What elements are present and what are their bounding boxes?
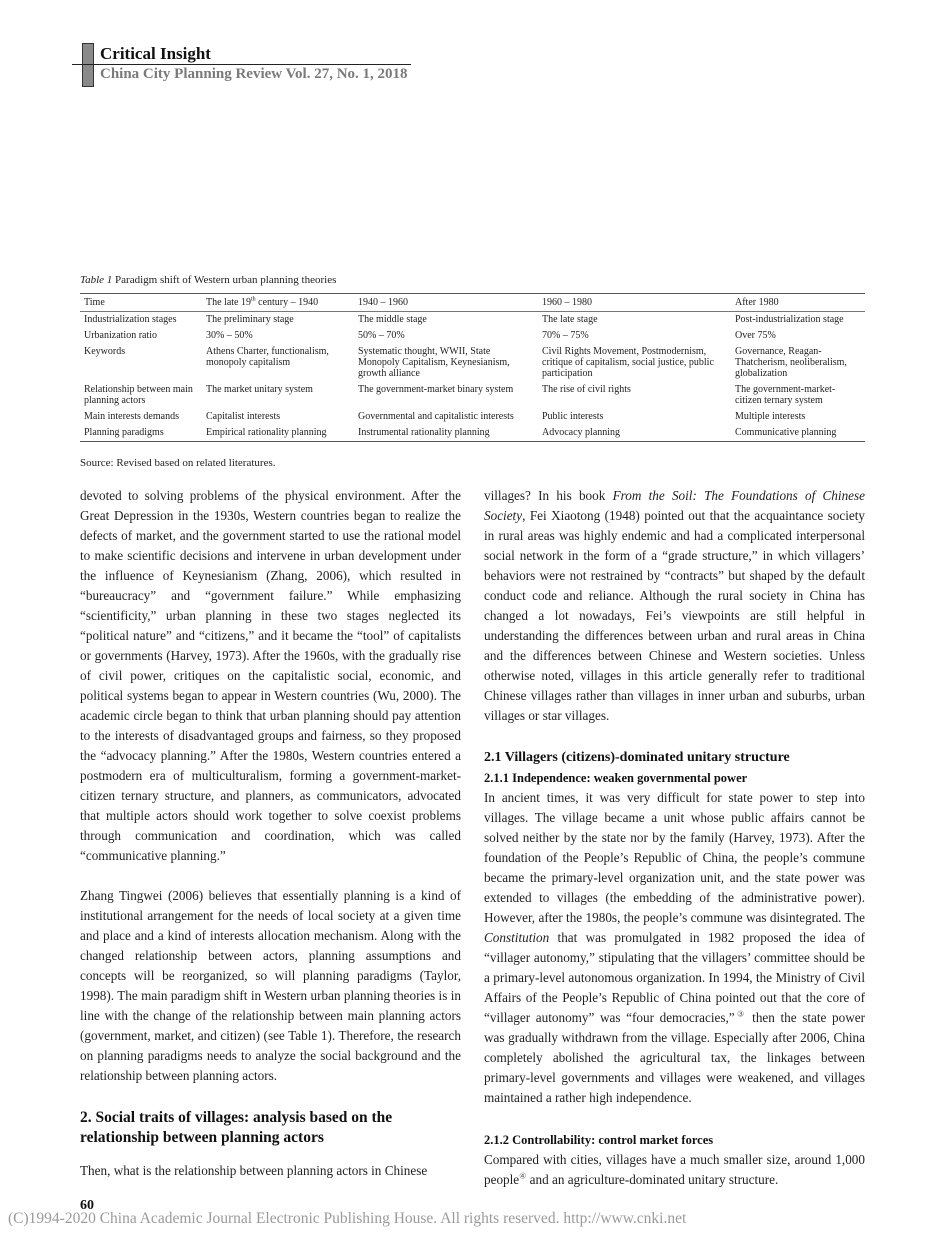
table-cell: Communicative planning (731, 425, 865, 442)
table-cell: The government-market-citizen ternary system (735, 384, 836, 406)
table-cell: The late stage (542, 314, 598, 325)
table-caption-label: Table 1 (80, 274, 113, 286)
table-cell: Capitalist interests (206, 411, 281, 422)
table-row (80, 344, 865, 382)
section-heading: 2. Social traits of villages: analysis based on the relationship between planning actors (80, 1109, 393, 1146)
table-cell: Post-industrialization stage (735, 314, 844, 325)
header-cell: Time (80, 294, 202, 312)
table-row (80, 382, 865, 409)
row-label: Keywords (84, 346, 126, 357)
body-paragraph: devoted to solving problems of the physical environment. After the Great Depression in the 1930s, Western countries began to realize the defects of market, and the government started to use the rational model to make scientific decisions and intervene in urban development under the influence of Keynesianism (Zhang, 2006), which resulted in “bureaucracy” and “government failure.” While emphasizing “scientificity,” urban planning in these two stages neglected its “political nature” and “citizens,” and it became the “tool” of capitalists or governments (Harvey, 1973). After the 1960s, with the gradually rise of civil power, critiques on the capitalistic social, economic, and political systems began to appear in Western countries (Wu, 2000). The academic circle began to think that urban planning should pay attention to the interests of disadvantaged groups and fairness, so they proposed the “advocacy planning.” After the 1980s, Western countries entered a postmodern era of multiculturalism, forming a government-market-citizen ternary structure, and planners, as communicators, advocated that multiple actors should work together to solve coexist problems through communication and coordination, which was called “communicative planning.” (80, 488, 461, 863)
table-cell: Over 75% (735, 330, 776, 341)
table-cell: Advocacy planning (538, 425, 731, 442)
table-cell: Governance, Reagan-Thatcherism, neoliberalism, globalization (735, 346, 847, 379)
table-cell: Public interests (542, 411, 604, 422)
header-cell: The late 19th century – 1940 (202, 294, 354, 312)
subsubsection-heading: 2.1.2 Controllability: control market forces (484, 1133, 714, 1147)
footnote-marker: ④ (519, 1171, 527, 1181)
left-column (80, 486, 461, 1181)
subsection-heading: 2.1 Villagers (citizens)-dominated unitary structure (484, 750, 790, 765)
row-label: Main interests demands (84, 411, 179, 422)
right-column (484, 486, 865, 1190)
table-row (80, 312, 865, 329)
section-title: Critical Insight (100, 44, 211, 63)
header-rule (72, 64, 411, 65)
table-cell: Athens Charter, functionalism, monopoly capitalism (206, 346, 329, 368)
table-row (80, 425, 865, 442)
table-cell: Governmental and capitalistic interests (358, 411, 514, 422)
document-title: Constitution (484, 930, 550, 945)
body-paragraph: Zhang Tingwei (2006) believes that essentially planning is a kind of institutional arrangement for the needs of local society at a given time and place and a kind of interests allocation mechanism. Along with the changed relationship between actors, planning assumptions and concepts will be reorganized, so will planning paradigms (Taylor, 1998). The main paradigm shift in Western urban planning theories is in line with the change of the relationship between main planning actors (government, market, and citizen) (see Table 1). Therefore, the research on planning paradigms needs to analyze the social background and the relationship between planning actors. (80, 888, 461, 1083)
copyright-footer: (C)1994-2020 China Academic Journal Electronic Publishing House. All rights reserved. http://www.cnki.net (8, 1210, 687, 1227)
table-cell: Empirical rationality planning (202, 425, 354, 442)
row-label: Industrialization stages (84, 314, 177, 325)
book-title: From the Soil: The Foundations of Chinese Society (484, 488, 865, 523)
table-row (80, 409, 865, 425)
table-caption-text: Paradigm shift of Western urban planning theories (112, 274, 337, 286)
body-paragraph: villages? In his book From the Soil: The Foundations of Chinese Society, Fei Xiaotong (1948) pointed out that the acquaintance society in rural areas was highly endemic and had a complicated interpersonal social network in the form of a “grade structure,” in which villagers’ behaviors were not restrained by “contracts” but shaped by the default conduct code and reliance. Although the rural society in China has changed a lot nowadays, Fei’s viewpoints are still helpful in understanding the differences between urban and rural areas in China and the differences between Chinese and Western societies. Unless otherwise noted, villages in this article generally refer to traditional Chinese villages rather than villages in inner urban and suburbs, urban villages or star villages. (484, 488, 865, 723)
row-label: Relationship between main planning actors (84, 384, 193, 406)
table-cell: Instrumental rationality planning (354, 425, 538, 442)
body-paragraph: Compared with cities, villages have a much smaller size, around 1,000 people④ and an agriculture-dominated unitary structure. (484, 1152, 865, 1187)
body-paragraph: Then, what is the relationship between planning actors in Chinese (80, 1163, 428, 1178)
subsubsection-heading: 2.1.1 Independence: weaken governmental power (484, 771, 748, 785)
header-cell: 1960 – 1980 (538, 294, 731, 312)
table-cell: Systematic thought, WWII, State Monopoly Capitalism, Keynesianism, growth alliance (358, 346, 510, 379)
table-cell: 50% – 70% (358, 330, 405, 341)
footnote-marker: ③ (734, 1009, 747, 1019)
table-header-row (80, 294, 865, 312)
table-cell: Multiple interests (735, 411, 806, 422)
header-cell: After 1980 (731, 294, 865, 312)
paradigm-table (80, 293, 865, 442)
body-paragraph: In ancient times, it was very difficult for state power to step into villages. The village became a unit whose public affairs cannot be solved neither by the state nor by the family (Harvey, 1973). After the foundation of the People’s Republic of China, the people’s commune became the primary-level organization unit, and the state power was extended to villages (the embedding of the administrative power). However, after the 1980s, the people’s commune was disintegrated. The Constitution that was promulgated in 1982 proposed the idea of “villager autonomy,” stipulating that the villagers’ committee should be a primary-level autonomous organization. In 1994, the Ministry of Civil Affairs of the People’s Republic of China pointed out that the core of “villager autonomy” was “four democracies,”③ then the state power was gradually withdrawn from the village. Especially after 2006, China completely abolished the agricultural tax, the linkages between primary-level governments and villages were weakened, and villages maintained a rather high independence. (484, 790, 865, 1105)
journal-citation: China City Planning Review Vol. 27, No. 1, 2018 (100, 66, 408, 82)
row-label: Urbanization ratio (84, 330, 158, 341)
table-cell: The market unitary system (206, 384, 313, 395)
table-cell: The middle stage (358, 314, 427, 325)
table-cell: 30% – 50% (206, 330, 253, 341)
table-row (80, 328, 865, 344)
table-cell: The rise of civil rights (542, 384, 631, 395)
row-label: Planning paradigms (80, 425, 202, 442)
table-cell: The government-market binary system (358, 384, 514, 395)
table-cell: The preliminary stage (206, 314, 294, 325)
header-marker-box (82, 43, 94, 87)
header-cell: 1940 – 1960 (354, 294, 538, 312)
table-cell: 70% – 75% (542, 330, 589, 341)
table-caption (80, 274, 336, 286)
page-number: 60 (80, 1198, 94, 1213)
table-cell: Civil Rights Movement, Postmodernism, critique of capitalism, social justice, public participation (542, 346, 714, 379)
table-source-note: Source: Revised based on related literatures. (80, 457, 276, 469)
